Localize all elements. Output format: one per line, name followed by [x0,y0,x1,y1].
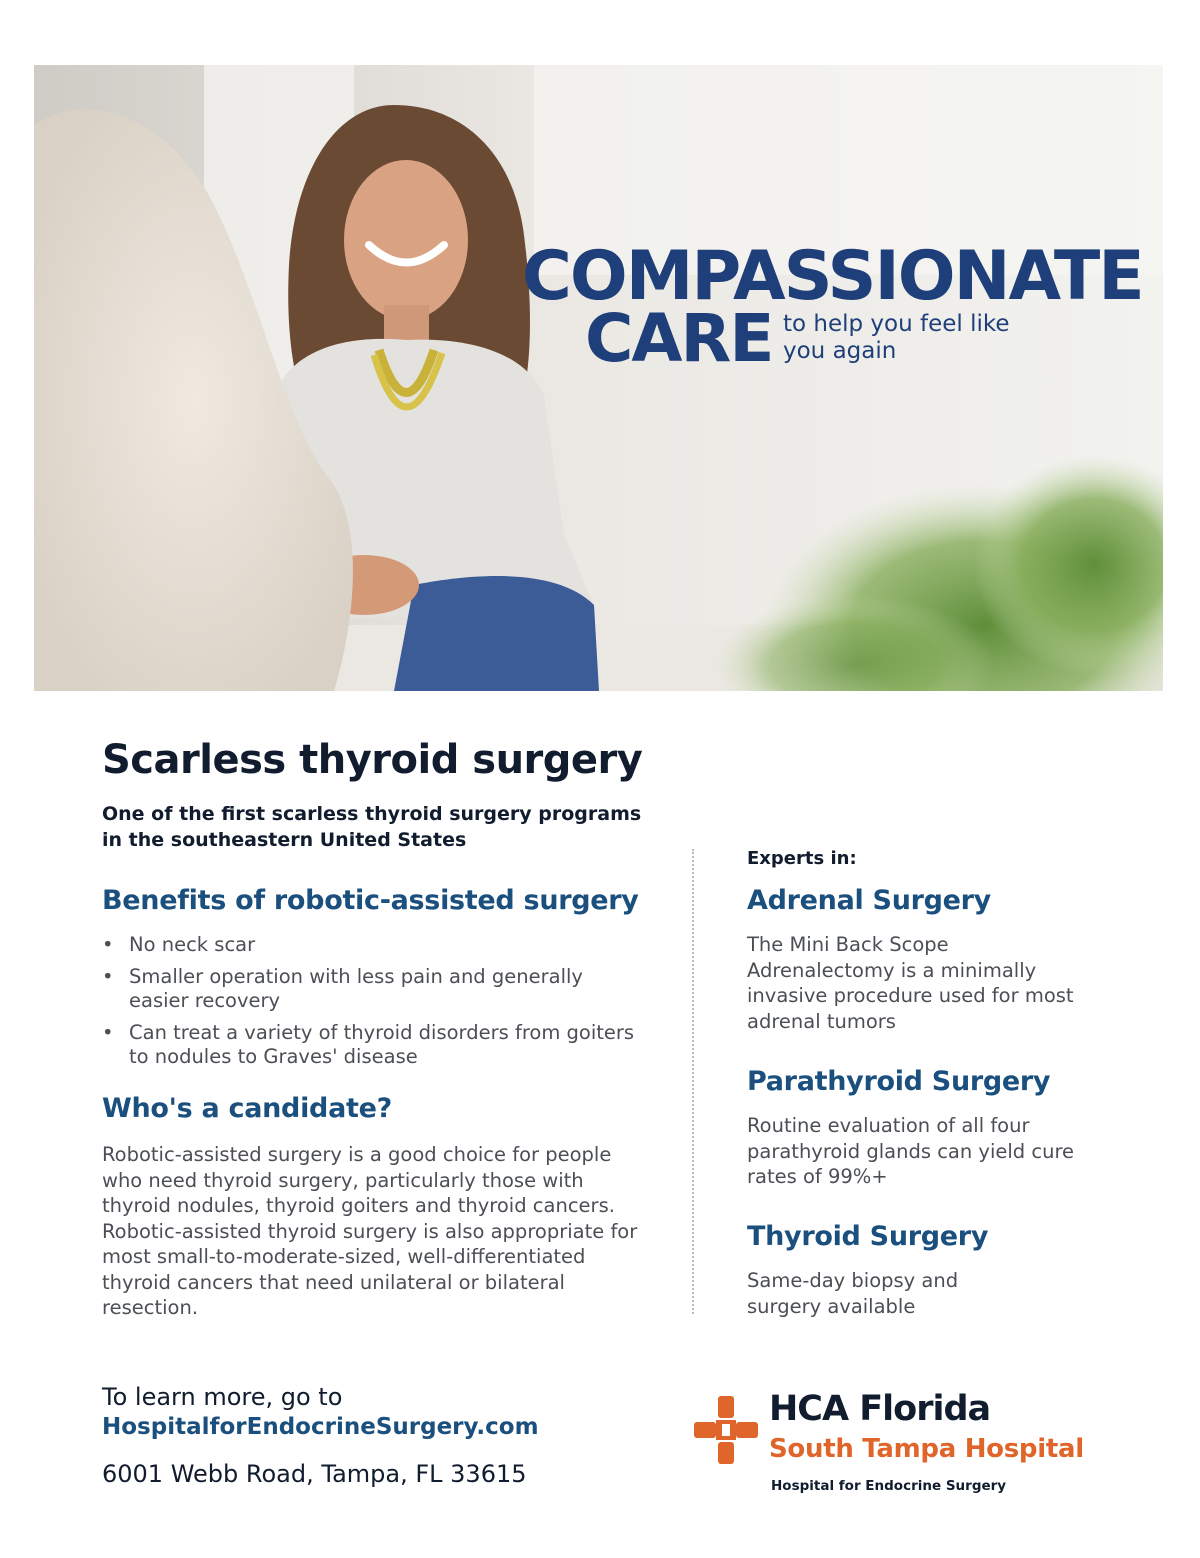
hca-cross-logo-icon [694,1396,758,1464]
column-divider [692,849,694,1314]
list-item: • Smaller operation with less pain and generally easier recovery [102,965,642,1014]
experts-label: Experts in: [747,848,857,869]
page-subtitle: One of the first scarless thyroid surgery programs in the southeastern United States [102,803,642,851]
hero-headline-line1: COMPASSIONATE [522,237,1143,316]
logo-hospital-name: South Tampa Hospital [769,1434,1084,1464]
expert-title-parathyroid: Parathyroid Surgery [747,1066,1051,1097]
website-link[interactable]: HospitalforEndocrineSurgery.com [102,1414,539,1440]
expert-title-thyroid: Thyroid Surgery [747,1221,989,1252]
candidate-heading: Who's a candidate? [102,1093,392,1124]
logo-brand-name: HCA Florida [769,1389,991,1429]
learn-more-text: To learn more, go to [102,1383,343,1411]
hero-tagline: to help you feel like you again [783,311,1010,364]
address-text: 6001 Webb Road, Tampa, FL 33615 [102,1460,527,1488]
candidate-text: Robotic-assisted surgery is a good choice for people who need thyroid surgery, particularly those with thyroid nodules, thyroid goiters and thyroid cancers. Robotic-assisted thyroid surgery is also appropriate for most small-to-moderate-sized, well-differentiated thyroid cancers that need unilateral or bilateral resection. [102,1143,638,1319]
logo-hospital-subtitle: Hospital for Endocrine Surgery [771,1478,1007,1494]
benefits-heading: Benefits of robotic-assisted surgery [102,885,639,916]
expert-title-adrenal: Adrenal Surgery [747,885,991,916]
benefits-list [102,933,642,1077]
list-item: • Can treat a variety of thyroid disorders from goiters to nodules to Graves' disease [102,1021,642,1070]
expert-text-parathyroid: Routine evaluation of all four parathyroid glands can yield cure rates of 99%+ [747,1114,1075,1188]
page-title: Scarless thyroid surgery [102,737,643,783]
hero-headline-line2: CARE [585,300,773,377]
expert-text-thyroid: Same-day biopsy and surgery available [747,1269,959,1318]
consultation-photo-icon [34,65,1163,691]
list-item: • No neck scar [102,933,642,958]
hero-banner [34,65,1163,691]
expert-text-adrenal: The Mini Back Scope Adrenalectomy is a minimally invasive procedure used for most adrenal tumors [747,933,1074,1033]
